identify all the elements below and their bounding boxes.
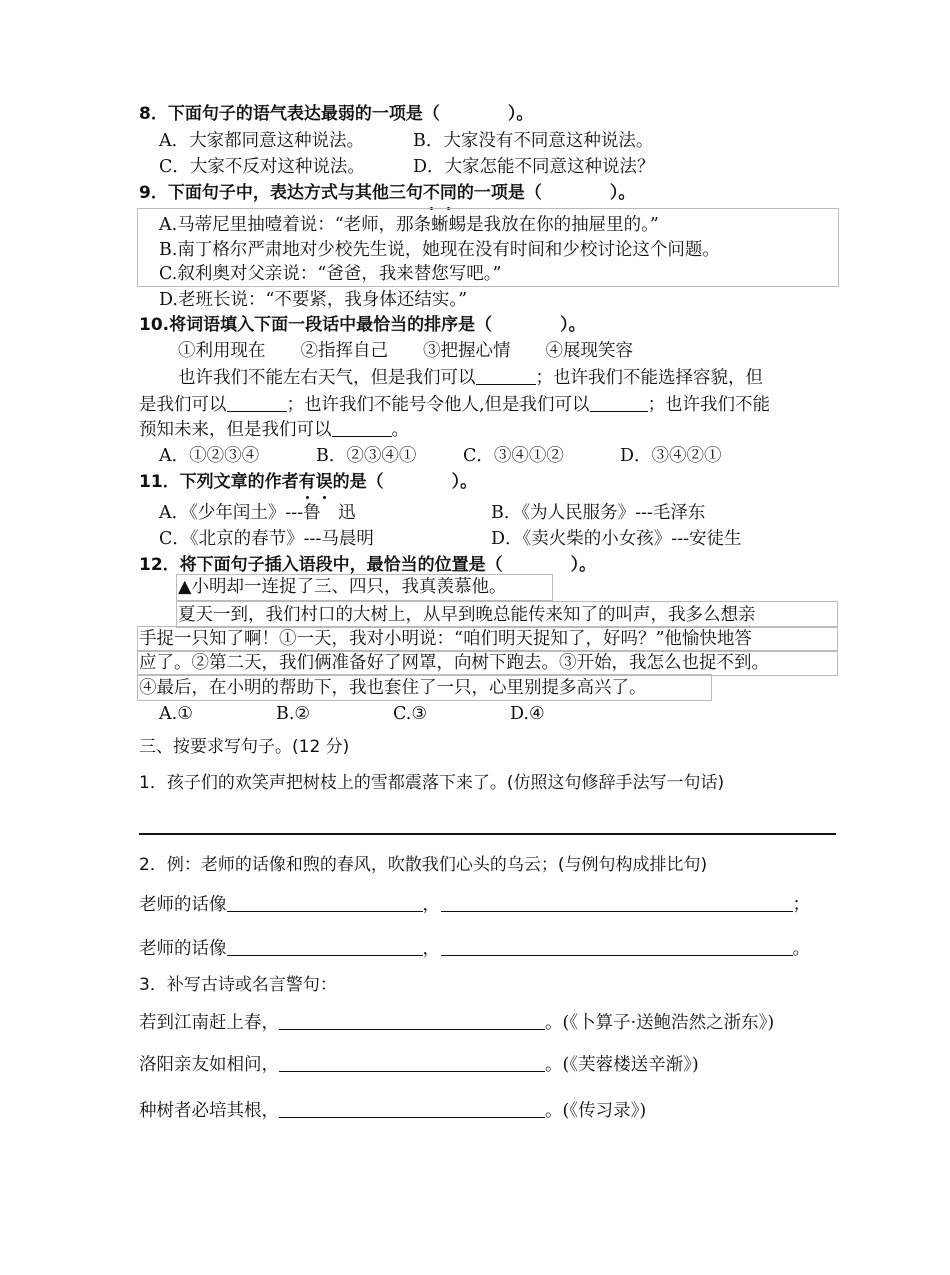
q10-paragraph-line2: 是我们可以 ；也许我们不能号令他人,但是我们可以 ；也许我们不能 [139, 395, 771, 415]
q9-title: 9．下面句子中，表达方式与其他三句不同的一项是（ ）。 [139, 183, 636, 203]
q8-option-a: A．大家都同意这种说法。 [159, 131, 365, 151]
blank-line[interactable] [227, 393, 287, 412]
q12-passage-line3: 应了。②第二天，我们俩准备好了网罩，向树下跑去。③开始，我怎么也捉不到。 [139, 653, 769, 673]
blank-line[interactable] [279, 1099, 545, 1118]
poem-line-1: 若到江南赶上春， 。(《卜算子·送鲍浩然之浙东》) [139, 1013, 775, 1033]
q10-option-d: D．③④②① [620, 446, 722, 466]
blank-line[interactable] [279, 1053, 545, 1072]
q12-option-c: C.③ [393, 704, 428, 724]
q12-option-a: A.① [159, 704, 193, 724]
q10-words: ①利用现在 ②指挥自己 ③把握心情 ④展现笑容 [178, 341, 633, 361]
s2-answer-line2: 老师的话像 ， 。 [139, 939, 810, 959]
blank-line[interactable] [279, 1011, 545, 1030]
q11-option-b: B．《为人民服务》---毛泽东 [491, 503, 706, 523]
section3-title: 三、按要求写句子。(12 分) [139, 737, 350, 757]
blank-line[interactable] [441, 937, 793, 956]
blank-line[interactable] [332, 418, 392, 437]
q10-option-b: B．②③④① [316, 446, 417, 466]
q12-insert-sentence: ▲小明却一连捉了三、四只，我真羡慕他。 [178, 577, 507, 597]
poem-line-2: 洛阳亲友如相问， 。(《芙蓉楼送辛渐》) [139, 1055, 699, 1075]
s3-prompt: 3．补写古诗或名言警句： [139, 975, 337, 995]
answer-line[interactable] [139, 833, 836, 835]
q8-option-b: B．大家没有不同意这种说法。 [413, 131, 654, 151]
q10-title: 10.将词语填入下面一段话中最恰当的排序是（ ）。 [139, 315, 586, 335]
q8-option-c: C．大家不反对这种说法。 [159, 157, 365, 177]
q9-option-a: A.马蒂尼里抽噎着说：“老师，那条蜥蜴是我放在你的抽屉里的。” [159, 215, 659, 235]
q10-option-a: A．①②③④ [159, 446, 260, 466]
blank-line[interactable] [441, 893, 793, 912]
emphasis-dot: 有 [298, 472, 316, 492]
q10-paragraph-line1: 也许我们不能左右天气，但是我们可以 ；也许我们不能选择容貌，但 [178, 368, 763, 388]
q10-paragraph-line3: 预知未来，但是我们可以 。 [139, 420, 409, 440]
poem-line-3: 种树者必培其根， 。(《传习录》) [139, 1101, 647, 1121]
blank-line[interactable] [590, 393, 648, 412]
q11-option-a: A．《少年闰土》---鲁 迅 [159, 503, 356, 523]
q11-title: 11．下列文章的作者有误的是（ ）。 [139, 472, 478, 492]
q12-passage-line4: ④最后，在小明的帮助下，我也套住了一只，心里别提多高兴了。 [139, 678, 647, 698]
emphasis-dot: 误 [315, 472, 333, 492]
q8-option-d: D．大家怎能不同意这种说法？ [413, 157, 655, 177]
q12-option-d: D.④ [510, 704, 545, 724]
q9-option-b: B.南丁格尔严肃地对少校先生说，她现在没有时间和少校讨论这个问题。 [159, 240, 720, 260]
q10-option-c: C．③④①② [463, 446, 564, 466]
q12-title: 12．将下面句子插入语段中，最恰当的位置是（ ）。 [139, 555, 597, 575]
s1-prompt: 1．孩子们的欢笑声把树枝上的雪都震落下来了。(仿照这句修辞手法写一句话) [139, 773, 725, 793]
emphasis-dot: 同 [439, 183, 457, 203]
q9-option-c: C.叙利奥对父亲说：“爸爸，我来替您写吧。” [159, 264, 502, 284]
q8-title: 8．下面句子的语气表达最弱的一项是（ ）。 [139, 104, 534, 124]
s2-answer-line1: 老师的话像 ， ； [139, 895, 810, 915]
q9-option-d: D.老班长说：“不要紧，我身体还结实。” [159, 290, 468, 310]
blank-line[interactable] [227, 937, 423, 956]
blank-line[interactable] [227, 893, 423, 912]
q12-passage-line1: 夏天一到，我们村口的大树上，从早到晚总能传来知了的叫声，我多么想亲 [178, 605, 756, 625]
emphasis-dot: 不 [422, 183, 440, 203]
blank-line[interactable] [476, 366, 536, 385]
q11-option-c: C．《北京的春节》---马晨明 [159, 529, 374, 549]
q11-option-d: D．《卖火柴的小女孩》---安徒生 [491, 529, 742, 549]
s2-prompt: 2．例：老师的话像和煦的春风，吹散我们心头的乌云；(与例句构成排比句) [139, 855, 708, 875]
q12-passage-line2: 手捉一只知了啊！①一天，我对小明说：“咱们明天捉知了，好吗？”他愉快地答 [139, 629, 752, 649]
q12-option-b: B.② [276, 704, 311, 724]
